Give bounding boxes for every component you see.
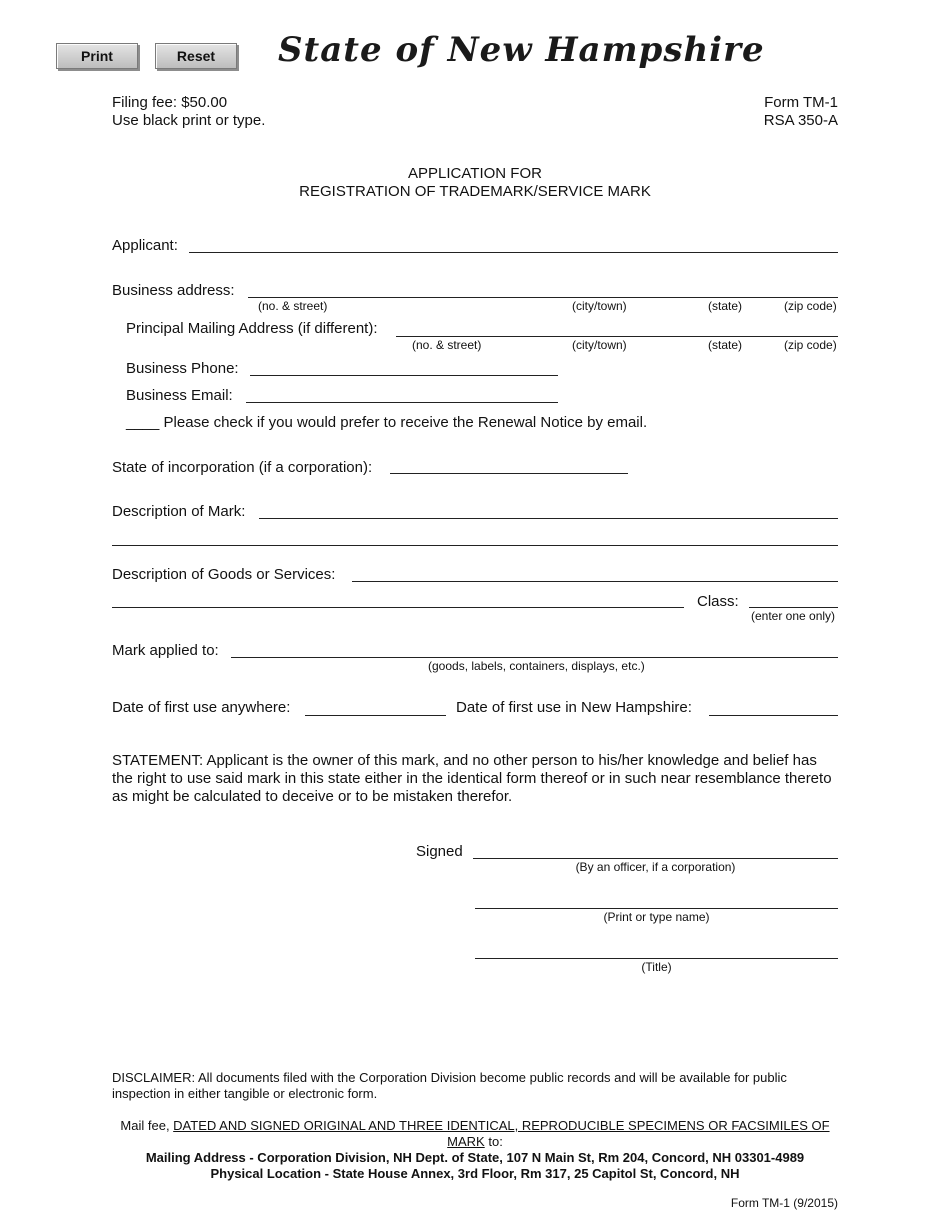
officer-hint: (By an officer, if a corporation) [575,860,736,874]
mailing-state-hint: (state) [708,338,743,352]
first-use-anywhere-label: Date of first use anywhere: [112,699,291,716]
business-phone-field[interactable] [250,375,558,376]
mark-applied-field[interactable] [231,657,838,658]
applicant-label: Applicant: [112,237,178,254]
form-title-line2: REGISTRATION OF TRADEMARK/SERVICE MARK [299,183,651,200]
form-title-line1: APPLICATION FOR [408,165,542,182]
mailing-zip-hint: (zip code) [784,338,837,352]
mailing-address-field[interactable] [396,336,838,337]
description-mark-field-line2[interactable] [112,545,838,546]
mailing-city-hint: (city/town) [572,338,627,352]
mail-prefix: Mail fee, [120,1118,174,1133]
class-field[interactable] [749,607,838,608]
applicant-field[interactable] [189,252,838,253]
title-hint: (Title) [641,960,672,974]
mail-suffix: to: [484,1134,503,1149]
title-field[interactable] [475,958,838,959]
reset-button[interactable]: Reset [155,43,237,69]
form-revision: Form TM-1 (9/2015) [730,1196,838,1210]
state-incorporation-label: State of incorporation (if a corporation): [112,459,373,476]
business-street-hint: (no. & street) [258,299,328,313]
ink-note: Use black print or type. [112,112,266,129]
signed-label: Signed [416,843,463,860]
form-id: Form TM-1 [764,94,838,111]
printed-name-hint: (Print or type name) [603,910,710,924]
first-use-nh-label: Date of first use in New Hampshire: [456,699,692,716]
first-use-anywhere-field[interactable] [305,715,446,716]
business-email-label: Business Email: [126,387,233,404]
renewal-email-checkbox[interactable] [126,414,647,432]
mark-applied-label: Mark applied to: [112,642,219,659]
description-mark-field[interactable] [259,518,838,519]
printed-name-field[interactable] [475,908,838,909]
mail-underlined: DATED AND SIGNED ORIGINAL AND THREE IDENTICAL, REPRODUCIBLE SPECIMENS OR FACSIMILES OF MARK [173,1118,830,1149]
mark-applied-hint: (goods, labels, containers, displays, etc.) [428,659,645,673]
state-title: State of New Hampshire [278,30,765,70]
mailing-address-footer: Mailing Address - Corporation Division, NH Dept. of State, 107 N Main St, Rm 204, Concord, NH 03301-4989 [145,1150,805,1165]
mailing-address-label: Principal Mailing Address (if different): [126,320,378,337]
description-goods-field-line2[interactable] [112,607,684,608]
statute: RSA 350-A [763,112,838,129]
physical-location-footer: Physical Location - State House Annex, 3rd Floor, Rm 317, 25 Capitol St, Concord, NH [210,1166,740,1181]
business-state-hint: (state) [708,299,743,313]
filing-fee: Filing fee: $50.00 [112,94,228,111]
business-email-field[interactable] [246,402,558,403]
signature-field[interactable] [473,858,838,859]
description-goods-field[interactable] [352,581,838,582]
description-goods-label: Description of Goods or Services: [112,566,336,583]
description-mark-label: Description of Mark: [112,503,246,520]
renewal-check-blank[interactable]: ____ [126,414,160,431]
mailing-street-hint: (no. & street) [412,338,482,352]
mail-instructions [112,1118,838,1150]
business-address-label: Business address: [112,282,235,299]
statement-text: STATEMENT: Applicant is the owner of this mark, and no other person to his/her knowledge and belief has the right to use said mark in this state either in the identical form thereof or in such near resemblance thereto as might be calculated to deceive or to be mistaken therefor. [112,752,832,805]
business-address-field[interactable] [248,297,838,298]
business-zip-hint: (zip code) [784,299,837,313]
renewal-check-text: Please check if you would prefer to receive the Renewal Notice by email. [163,414,648,431]
class-label: Class: [697,593,739,610]
disclaimer-text: DISCLAIMER: All documents filed with the Corporation Division become public records and will be available for public inspection in either tangible or electronic form. [112,1070,787,1101]
business-phone-label: Business Phone: [126,360,239,377]
class-hint: (enter one only) [751,609,836,623]
state-incorporation-field[interactable] [390,473,628,474]
business-city-hint: (city/town) [572,299,627,313]
print-button[interactable]: Print [56,43,138,69]
first-use-nh-field[interactable] [709,715,838,716]
